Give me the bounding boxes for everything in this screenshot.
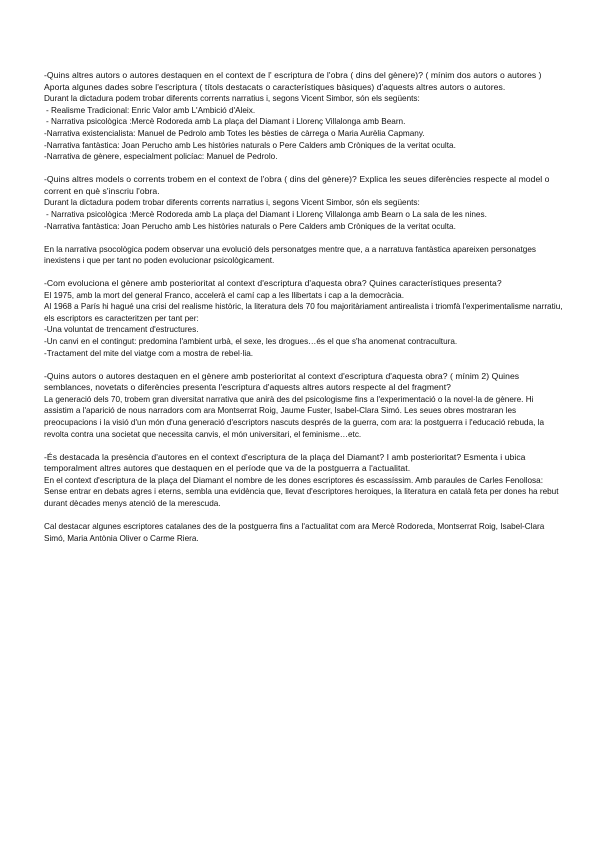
paragraph-line: En la narrativa psocològica podem observar una evolució dels personatges mentre que, a a narratuva fantàstica apareixen personatges inexistens i que per tant no poden evolucionar psicològicament. — [44, 244, 537, 266]
section-1 — [44, 70, 564, 163]
paragraph-line: Durant la dictadura podem trobar diferents corrents narratius i, segons Vicent Simbor, són els següents: — [44, 94, 420, 104]
paragraph-line: El 1975, amb la mort del general Franco, accelerà el camí cap a les llibertats i cap a la democràcia. — [44, 290, 404, 300]
section-2 — [44, 174, 564, 232]
section-3 — [44, 244, 564, 267]
section-question: -Quins altres models o corrents trobem en el context de l'obra ( dins del gènere)? Explica les seues diferències respecte al model o corrent en què s'inscriu l'obra. — [44, 174, 550, 196]
paragraph-line: -Una voluntat de trencament d'estructures. — [44, 325, 199, 335]
paragraph-line: - Realisme Tradicional: Enric Valor amb L'Ambició d'Aleix. — [46, 105, 256, 115]
paragraph-line: - Narrativa psicològica :Mercè Rodoreda amb La plaça del Diamant i Llorenç Villalonga amb Bearn. — [46, 117, 406, 127]
paragraph-line: -Un canvi en el contingut: predomina l'ambient urbà, el sexe, les drogues…és el que s'ha anomenat contracultura. — [44, 337, 458, 347]
section-4 — [44, 278, 564, 359]
document-body — [44, 70, 564, 556]
paragraph-line: Durant la dictadura podem trobar diferents corrents narratius i, segons Vicent Simbor, són els següents: — [44, 198, 420, 208]
paragraph-line: -Tractament del mite del viatge com a mostra de rebel·lia. — [44, 348, 254, 358]
section-6 — [44, 452, 564, 510]
paragraph-line: -Narrativa de gènere, especialment policíac: Manuel de Pedrolo. — [44, 152, 278, 162]
paragraph-line: -Narrativa fantàstica: Joan Perucho amb Les històries naturals o Pere Calders amb Cròniques de la veritat oculta. — [44, 140, 456, 150]
paragraph-line: Cal destacar algunes escriptores catalanes des de la postguerra fins a l'actualitat com ara Mercè Rodoreda, Montserrat Roig, Isabel-Clara Simó, Maria Antònia Oliver o Carme Riera. — [44, 521, 545, 543]
paragraph-line: - Narrativa psicològica :Mercè Rodoreda amb La plaça del Diamant i Llorenç Villalonga amb Bearn o La sala de les nines. — [46, 209, 487, 219]
paragraph-line: -Narrativa existencialista: Manuel de Pedrolo amb Totes les bèsties de càrrega o Maria Aurèlia Capmany. — [44, 128, 425, 138]
section-question: -Quins autors o autores destaquen en el gènere amb posterioritat al context d'escriptura d'aquesta obra? ( mínim 2) Quines semblances, novetats o diferències presenta l'escriptura d'aquests altres autors respecte al del fragment? — [44, 370, 520, 393]
paragraph-line: Al 1968 a París hi hagué una crisi del realisme històric, la literatura dels 70 fou majoritàriament antirealista i triomfà l'experimentalisme narratiu, els escriptors es caracteritzen per tant per: — [44, 302, 563, 323]
section-question: -Quins altres autors o autores destaquen en el context de l' escriptura de l'obra ( dins del gènere)? ( mínim dos autors o autores ) Aporta algunes dades sobre l'escriptura ( títols destacats o característiques bàsiques) d'aquests altres autors o autores. — [44, 70, 542, 92]
section-7 — [44, 521, 564, 544]
section-question: -És destacada la presència d'autores en el context d'escriptura de la plaça del Diamant? I amb posterioritat? Esmenta i ubica temporalment altres autores que destaquen en el període que va de la postguerra a l'actualitat. — [44, 451, 526, 474]
section-5 — [44, 371, 564, 441]
paragraph-line: La generació dels 70, trobem gran diversitat narrativa que anirà des del psicologisme fins a l'experimentació o la novel·la de gènere. Hi assistim a l'aparició de nous narradors com ara Montserrat Roig, Jaume Fuster, Isabel-Clara Simó. Les seues obres mostraran les preocupacions i la visió d'un món d'una generació d'escriptors nascuts després de la guerra, com ara: la postguerra i l'educació rebuda, la revolta contra una societat que necessita canvis, el món universitari, el feminisme…etc. — [44, 394, 545, 439]
paragraph-line: En el context d'escriptura de la plaça del Diamant el nombre de les dones escriptores és escassíssim. Amb paraules de Carles Fenollosa: Sense entrar en debats agres i eterns, sembla una evidència que, llevat d'escriptores heroiques, la literatura en català feta per dones ha rebut durant dècades menys atenció de la merescuda. — [44, 475, 559, 508]
paragraph-line: -Narrativa fantàstica: Joan Perucho amb Les històries naturals o Pere Calders amb Cròniques de la veritat oculta. — [44, 221, 456, 231]
section-question: -Com evoluciona el gènere amb posterioritat al context d'escriptura d'aquesta obra? Quines característiques presenta? — [44, 278, 502, 289]
